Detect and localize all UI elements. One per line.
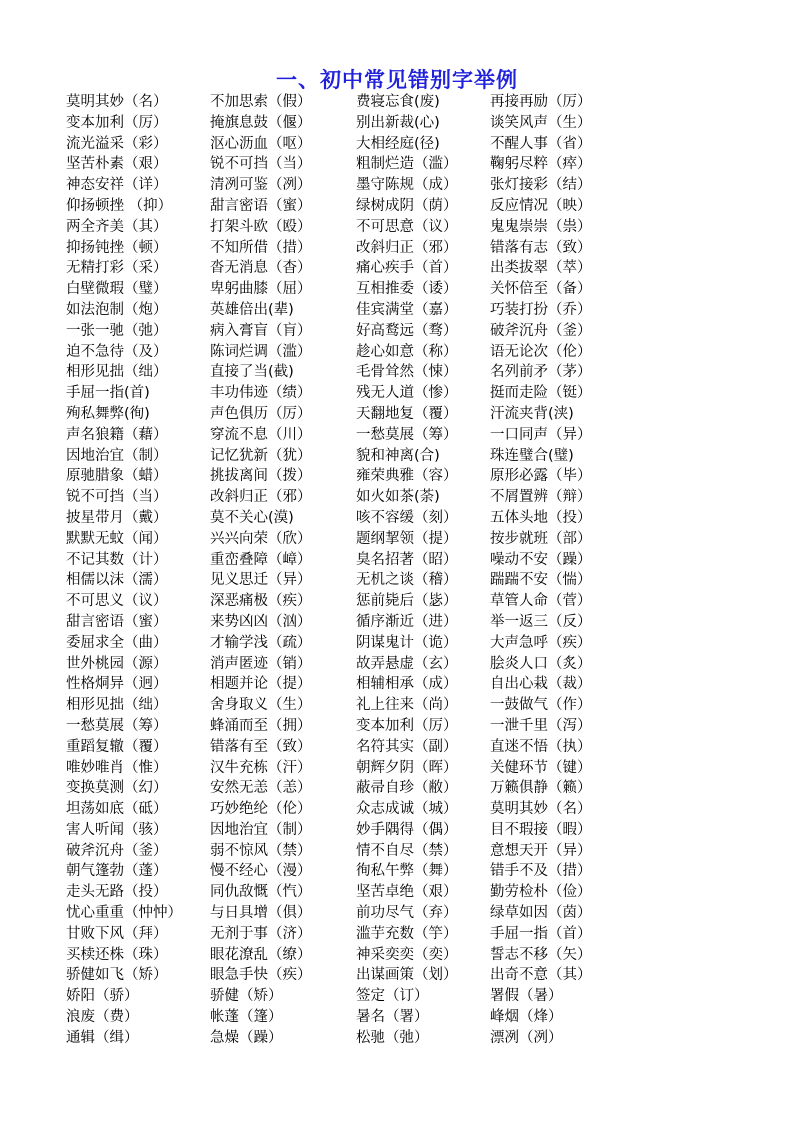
entry-cell: 徇私午弊（舞） [356, 863, 458, 880]
table-row [66, 217, 746, 238]
entry-cell: 两全齐美（其） [66, 218, 168, 235]
entry-cell: 语无论次（伦） [490, 343, 592, 360]
entry-cell: 莫明其妙（名） [66, 94, 168, 110]
entry-cell: 沤心沥血（呕） [210, 135, 312, 152]
table-row [66, 570, 746, 591]
entry-cell: 手屈一指（首） [490, 925, 592, 942]
entry-cell: 挑拔离间（拨） [210, 468, 312, 485]
entry-cell: 相儒以沫（濡） [66, 572, 168, 589]
table-row [66, 778, 746, 799]
entry-cell: 直接了当(截) [210, 364, 294, 381]
table-row [66, 1007, 746, 1028]
table-row [66, 258, 746, 279]
table-row [66, 612, 746, 633]
entry-cell: 错落有志（致） [490, 239, 592, 256]
entry-cell: 残无人道（惨） [356, 385, 458, 402]
entry-cell: 大声急呼（疾） [490, 634, 592, 651]
entry-cell: 因地治宜（制） [66, 447, 168, 464]
table-row [66, 175, 746, 196]
entry-cell: 松驰（弛） [356, 1029, 429, 1046]
entry-cell: 鬼鬼崇崇（祟） [490, 218, 592, 235]
table-row [66, 820, 746, 841]
typo-table [66, 92, 746, 1049]
entry-cell: 甜言密语（蜜） [66, 613, 168, 630]
entry-cell: 巧妙绝纶（伦） [210, 801, 312, 818]
entry-cell: 汉牛充栋（汗） [210, 759, 312, 776]
table-row [66, 654, 746, 675]
entry-cell: 兴兴向荣（欣） [210, 530, 312, 547]
entry-cell: 丰功伟迹（绩） [210, 385, 312, 402]
table-row [66, 300, 746, 321]
entry-cell: 手屈一指(首) [66, 385, 150, 402]
entry-cell: 大相经庭(径) [356, 135, 440, 152]
entry-cell: 买椟还株（珠） [66, 946, 168, 963]
entry-cell: 名列前矛（茅） [490, 364, 592, 381]
entry-cell: 一鼓做气（作） [490, 697, 592, 714]
table-row [66, 134, 746, 155]
entry-cell: 不记其数（计） [66, 551, 168, 568]
table-row [66, 758, 746, 779]
entry-cell: 蔽帚自珍（敝） [356, 780, 458, 797]
entry-cell: 重峦叠障（嶂） [210, 551, 312, 568]
table-row [66, 861, 746, 882]
entry-cell: 脍炎人口（炙） [490, 655, 592, 672]
entry-cell: 五体头地（投） [490, 509, 592, 526]
entry-cell: 神态安祥（详） [66, 177, 168, 194]
entry-cell: 锐不可挡（当） [66, 489, 168, 506]
entry-cell: 如法泡制（炮） [66, 301, 168, 318]
entry-cell: 变本加利（厉） [356, 717, 458, 734]
entry-cell: 惩前毙后（毖） [356, 593, 458, 610]
table-row [66, 903, 746, 924]
entry-cell: 出奇不意（其） [490, 967, 592, 984]
entry-cell: 朝辉夕阴（晖） [356, 759, 458, 776]
entry-cell: 关健环节（键） [490, 759, 592, 776]
table-row [66, 841, 746, 862]
entry-cell: 谈笑风声（生） [490, 114, 592, 131]
entry-cell: 无剂于事（济） [210, 925, 312, 942]
table-row [66, 550, 746, 571]
entry-cell: 声色俱历（厉） [210, 405, 312, 422]
entry-cell: 迫不急待（及） [66, 343, 168, 360]
entry-cell: 通辑（缉） [66, 1029, 139, 1046]
entry-cell: 原形必露（毕） [490, 468, 592, 485]
entry-cell: 别出新裁(心) [356, 114, 440, 131]
entry-cell: 暑名（署） [356, 1009, 429, 1026]
entry-cell: 舍身取义（生） [210, 697, 312, 714]
entry-cell: 害人听闻（骇） [66, 821, 168, 838]
table-row [66, 799, 746, 820]
table-row [66, 154, 746, 175]
entry-cell: 披星带月（戴） [66, 509, 168, 526]
entry-cell: 帐蓬（篷） [210, 1009, 283, 1026]
table-row [66, 342, 746, 363]
entry-cell: 委屈求全（曲） [66, 634, 168, 651]
entry-cell: 甘败下风（拜） [66, 925, 168, 942]
entry-cell: 白壁微瑕（璧） [66, 281, 168, 298]
entry-cell: 一口同声（异） [490, 426, 592, 443]
entry-cell: 出谋画策（划） [356, 967, 458, 984]
entry-cell: 同仇敌慨（忾） [210, 884, 312, 901]
entry-cell: 默默无蚊（闻） [66, 530, 168, 547]
table-row [66, 279, 746, 300]
entry-cell: 朝气篷勃（蓬） [66, 863, 168, 880]
entry-cell: 神采奕奕（奕） [356, 946, 458, 963]
table-row [66, 113, 746, 134]
entry-cell: 安然无恙（恙） [210, 780, 312, 797]
entry-cell: 甜言密语（蜜） [210, 197, 312, 214]
entry-cell: 骄健（矫） [210, 988, 283, 1005]
table-row [66, 716, 746, 737]
entry-cell: 见义思迁（异） [210, 572, 312, 589]
table-row [66, 466, 746, 487]
entry-cell: 眼急手快（疾） [210, 967, 312, 984]
entry-cell: 相题并论（提） [210, 676, 312, 693]
entry-cell: 相形见拙（绌） [66, 697, 168, 714]
entry-cell: 鞠躬尽粹（瘁） [490, 156, 592, 173]
entry-cell: 卑躬曲膝（屈） [210, 281, 312, 298]
table-row [66, 196, 746, 217]
entry-cell: 礼上往来（尚） [356, 697, 458, 714]
entry-cell: 绿草如因（茵） [490, 905, 592, 922]
entry-cell: 原驰腊象（蜡） [66, 468, 168, 485]
entry-cell: 娇阳（骄） [66, 988, 139, 1005]
entry-cell: 噪动不安（躁） [490, 551, 592, 568]
table-row [66, 92, 746, 113]
table-row [66, 529, 746, 550]
entry-cell: 眼花潦乱（缭） [210, 946, 312, 963]
table-row [66, 945, 746, 966]
table-row [66, 882, 746, 903]
table-row [66, 508, 746, 529]
entry-cell: 张灯接彩（结） [490, 177, 592, 194]
table-row [66, 924, 746, 945]
table-row [66, 425, 746, 446]
page-title: 一、初中常见错别字举例 [276, 68, 518, 92]
table-row [66, 674, 746, 695]
entry-cell: 沓无消息（杳） [210, 260, 312, 277]
entry-cell: 变本加利（厉） [66, 114, 168, 131]
entry-cell: 趁心如意（称） [356, 343, 458, 360]
entry-cell: 好高鹜远（骛） [356, 322, 458, 339]
table-row [66, 695, 746, 716]
entry-cell: 阴谋鬼计（诡） [356, 634, 458, 651]
entry-cell: 题纲挈领（提） [356, 530, 458, 547]
entry-cell: 相形见拙（绌） [66, 364, 168, 381]
entry-cell: 汗流夹背(浃) [490, 405, 574, 422]
entry-cell: 故弄悬虚（玄） [356, 655, 458, 672]
entry-cell: 漂冽（冽） [490, 1029, 563, 1046]
entry-cell: 费寝忘食(废) [356, 94, 440, 110]
entry-cell: 草管人命（菅） [490, 593, 592, 610]
entry-cell: 一愁莫展（筹） [66, 717, 168, 734]
entry-cell: 不知所借（措） [210, 239, 312, 256]
entry-cell: 骄健如飞（矫） [66, 967, 168, 984]
entry-cell: 世外桃园（源） [66, 655, 168, 672]
entry-cell: 雍荣典雅（容） [356, 468, 458, 485]
table-row [66, 383, 746, 404]
entry-cell: 署假（暑） [490, 988, 563, 1005]
entry-cell: 一愁莫展（筹） [356, 426, 458, 443]
entry-cell: 与日具增（俱） [210, 905, 312, 922]
entry-cell: 不醒人事（省） [490, 135, 592, 152]
entry-cell: 珠连璧合(璧) [490, 447, 574, 464]
entry-cell: 唯妙唯肖（惟） [66, 759, 168, 776]
entry-cell: 重蹈复辙（覆） [66, 738, 168, 755]
table-row [66, 986, 746, 1007]
entry-cell: 蜂涌而至（拥） [210, 717, 312, 734]
entry-cell: 一张一驰（弛） [66, 322, 168, 339]
entry-cell: 粗制烂造（滥） [356, 156, 458, 173]
entry-cell: 急燥（躁） [210, 1029, 283, 1046]
entry-cell: 殉私舞弊(徇) [66, 405, 150, 422]
entry-cell: 名符其实（副） [356, 738, 458, 755]
entry-cell: 相辅相承（成） [356, 676, 458, 693]
entry-cell: 穿流不息（川） [210, 426, 312, 443]
entry-cell: 意想天开（异） [490, 842, 592, 859]
entry-cell: 巧装打扮（乔） [490, 301, 592, 318]
table-row [66, 1028, 746, 1049]
entry-cell: 忧心重重（忡忡） [66, 905, 182, 922]
entry-cell: 坦荡如底（砥） [66, 801, 168, 818]
entry-cell: 错手不及（措） [490, 863, 592, 880]
entry-cell: 咳不容缓（刻） [356, 509, 458, 526]
entry-cell: 改斜归正（邪） [356, 239, 458, 256]
entry-cell: 英雄倍出(辈) [210, 301, 294, 318]
entry-cell: 打架斗欧（殴） [210, 218, 312, 235]
table-row [66, 737, 746, 758]
entry-cell: 走头无路（投） [66, 884, 168, 901]
entry-cell: 错落有至（致） [210, 738, 312, 755]
entry-cell: 弱不惊风（禁） [210, 842, 312, 859]
entry-cell: 坚苦朴素（艰） [66, 156, 168, 173]
entry-cell: 出类拔翠（萃） [490, 260, 592, 277]
entry-cell: 万籁俱静（籁） [490, 780, 592, 797]
entry-cell: 峰烟（烽） [490, 1009, 563, 1026]
entry-cell: 抑扬钝挫（顿） [66, 239, 168, 256]
entry-cell: 声名狼籍（藉） [66, 426, 168, 443]
entry-cell: 变换莫测（幻） [66, 780, 168, 797]
entry-cell: 目不瑕接（暇） [490, 821, 592, 838]
entry-cell: 关怀倍至（备） [490, 281, 592, 298]
entry-cell: 无精打彩（采） [66, 260, 168, 277]
entry-cell: 臭名招著（昭） [356, 551, 458, 568]
table-row [66, 487, 746, 508]
entry-cell: 反应情况（映） [490, 197, 592, 214]
entry-cell: 举一返三（反） [490, 613, 592, 630]
entry-cell: 一泄千里（泻） [490, 717, 592, 734]
entry-cell: 陈词烂调（滥） [210, 343, 312, 360]
entry-cell: 不屑置辨（辩） [490, 489, 592, 506]
table-row [66, 321, 746, 342]
entry-cell: 清冽可鉴（冽） [210, 177, 312, 194]
entry-cell: 破斧沉舟（釜） [490, 322, 592, 339]
entry-cell: 锐不可挡（当） [210, 156, 312, 173]
entry-cell: 来势凶凶（汹） [210, 613, 312, 630]
entry-cell: 莫明其妙（名） [490, 801, 592, 818]
entry-cell: 滥芋充数（竽） [356, 925, 458, 942]
entry-cell: 坚苦卓绝（艰） [356, 884, 458, 901]
entry-cell: 无机之谈（稽） [356, 572, 458, 589]
table-row [66, 446, 746, 467]
table-row [66, 404, 746, 425]
entry-cell: 消声匿迹（销） [210, 655, 312, 672]
entry-cell: 自出心栽（裁） [490, 676, 592, 693]
entry-cell: 绿树成阴（荫） [356, 197, 458, 214]
entry-cell: 佳宾满堂（嘉） [356, 301, 458, 318]
table-row [66, 965, 746, 986]
entry-cell: 莫不关心(漠) [210, 509, 294, 526]
entry-cell: 挺而走险（铤） [490, 385, 592, 402]
entry-cell: 天翻地复（覆） [356, 405, 458, 422]
table-row [66, 633, 746, 654]
entry-cell: 破斧沉舟（釜） [66, 842, 168, 859]
entry-cell: 如火如茶(荼) [356, 489, 440, 506]
entry-cell: 情不自尽（禁） [356, 842, 458, 859]
entry-cell: 改斜归正（邪） [210, 489, 312, 506]
entry-cell: 深恶痛极（疾） [210, 593, 312, 610]
entry-cell: 妙手隅得（偶） [356, 821, 458, 838]
entry-cell: 不加思索（假） [210, 94, 312, 110]
entry-cell: 性格烔异（迥） [66, 676, 168, 693]
entry-cell: 因地治宜（制） [210, 821, 312, 838]
entry-cell: 再接再励（厉） [490, 94, 592, 110]
entry-cell: 誓志不移（矢） [490, 946, 592, 963]
entry-cell: 不可思意（议） [356, 218, 458, 235]
entry-cell: 掩旗息鼓（偃） [210, 114, 312, 131]
entry-cell: 毛骨耸然（悚） [356, 364, 458, 381]
entry-cell: 踹踹不安（惴） [490, 572, 592, 589]
entry-cell: 勤劳检朴（俭） [490, 884, 592, 901]
entry-cell: 慢不经心（漫） [210, 863, 312, 880]
entry-cell: 互相推委（诿） [356, 281, 458, 298]
entry-cell: 直迷不悟（执） [490, 738, 592, 755]
entry-cell: 不可思义（议） [66, 593, 168, 610]
table-row [66, 591, 746, 612]
table-row [66, 238, 746, 259]
entry-cell: 痛心疾手（首） [356, 260, 458, 277]
entry-cell: 墨守陈规（成） [356, 177, 458, 194]
entry-cell: 签定（订） [356, 988, 429, 1005]
table-row [66, 362, 746, 383]
entry-cell: 按步就班（部） [490, 530, 592, 547]
entry-cell: 流光溢采（彩） [66, 135, 168, 152]
entry-cell: 前功尽气（弃） [356, 905, 458, 922]
entry-cell: 仰扬顿挫 （抑） [66, 197, 173, 214]
entry-cell: 循序渐近（进） [356, 613, 458, 630]
entry-cell: 病入膏盲（肓） [210, 322, 312, 339]
entry-cell: 众志成诚（城） [356, 801, 458, 818]
entry-cell: 浪废（费） [66, 1009, 139, 1026]
entry-cell: 貌和神离(合) [356, 447, 440, 464]
entry-cell: 才输学浅（疏） [210, 634, 312, 651]
entry-cell: 记忆犹新（犹） [210, 447, 312, 464]
